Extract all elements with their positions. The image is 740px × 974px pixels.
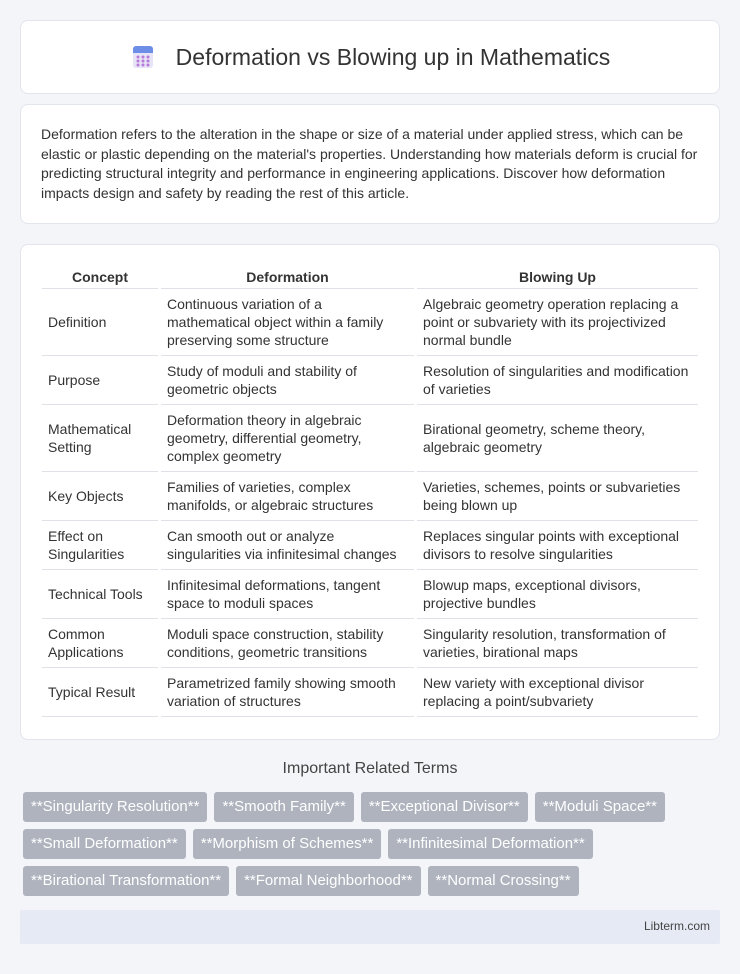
calculator-icon — [130, 44, 156, 70]
column-header-concept: Concept — [42, 265, 158, 289]
related-terms-list — [23, 792, 723, 896]
cell-deformation: Parametrized family showing smooth variation of structures — [161, 668, 414, 717]
cell-concept: Purpose — [42, 356, 158, 405]
cell-blowing-up: Replaces singular points with exceptional divisors to resolve singularities — [417, 521, 698, 570]
table-row — [42, 570, 698, 619]
cell-blowing-up: Varieties, schemes, points or subvarieties being blown up — [417, 472, 698, 521]
cell-concept: Technical Tools — [42, 570, 158, 619]
term-tag[interactable]: **Small Deformation** — [23, 829, 186, 859]
term-tag[interactable]: **Exceptional Divisor** — [361, 792, 528, 822]
cell-deformation: Infinitesimal deformations, tangent space to moduli spaces — [161, 570, 414, 619]
column-header-deformation: Deformation — [161, 265, 414, 289]
cell-deformation: Moduli space construction, stability conditions, geometric transitions — [161, 619, 414, 668]
cell-blowing-up: Algebraic geometry operation replacing a point or subvariety with its projectivized normal bundle — [417, 289, 698, 356]
cell-deformation: Can smooth out or analyze singularities via infinitesimal changes — [161, 521, 414, 570]
table-row — [42, 668, 698, 717]
term-tag[interactable]: **Formal Neighborhood** — [236, 866, 420, 896]
term-tag[interactable]: **Smooth Family** — [214, 792, 353, 822]
cell-blowing-up: New variety with exceptional divisor replacing a point/subvariety — [417, 668, 698, 717]
header-card — [20, 20, 720, 94]
intro-card — [20, 104, 720, 224]
term-tag[interactable]: **Birational Transformation** — [23, 866, 229, 896]
footer-link[interactable]: Libterm.com — [643, 919, 710, 933]
cell-deformation: Deformation theory in algebraic geometry, differential geometry, complex geometry — [161, 405, 414, 472]
cell-blowing-up: Birational geometry, scheme theory, algebraic geometry — [417, 405, 698, 472]
footer — [20, 910, 720, 944]
table-row — [42, 619, 698, 668]
term-tag[interactable]: **Infinitesimal Deformation** — [388, 829, 592, 859]
term-tag[interactable]: **Morphism of Schemes** — [193, 829, 382, 859]
cell-concept: Key Objects — [42, 472, 158, 521]
comparison-card — [20, 244, 720, 740]
table-row — [42, 521, 698, 570]
table-row — [42, 356, 698, 405]
table-row — [42, 405, 698, 472]
cell-concept: Common Applications — [42, 619, 158, 668]
cell-deformation: Families of varieties, complex manifolds, or algebraic structures — [161, 472, 414, 521]
cell-deformation: Continuous variation of a mathematical object within a family preserving some structure — [161, 289, 414, 356]
cell-concept: Mathematical Setting — [42, 405, 158, 472]
cell-blowing-up: Blowup maps, exceptional divisors, projective bundles — [417, 570, 698, 619]
table-row — [42, 289, 698, 356]
cell-blowing-up: Resolution of singularities and modification of varieties — [417, 356, 698, 405]
intro-text: Deformation refers to the alteration in the shape or size of a material under applied stress, which can be elastic or plastic depending on the material's properties. Understanding how materials deform is crucial for predicting structural integrity and performance in engineering applications. Discover how deformation impacts design and safety by reading the rest of this article. — [41, 126, 698, 201]
table-row — [42, 472, 698, 521]
term-tag[interactable]: **Moduli Space** — [535, 792, 665, 822]
cell-concept: Effect on Singularities — [42, 521, 158, 570]
term-tag[interactable]: **Normal Crossing** — [428, 866, 579, 896]
term-tag[interactable]: **Singularity Resolution** — [23, 792, 207, 822]
cell-blowing-up: Singularity resolution, transformation of varieties, birational maps — [417, 619, 698, 668]
page-title: Deformation vs Blowing up in Mathematics — [175, 43, 611, 70]
table-header-row — [42, 265, 698, 289]
related-terms-title: Important Related Terms — [282, 760, 458, 777]
cell-concept: Definition — [42, 289, 158, 356]
comparison-table — [39, 265, 701, 717]
cell-deformation: Study of moduli and stability of geometric objects — [161, 356, 414, 405]
cell-concept: Typical Result — [42, 668, 158, 717]
column-header-blowing-up: Blowing Up — [417, 265, 698, 289]
